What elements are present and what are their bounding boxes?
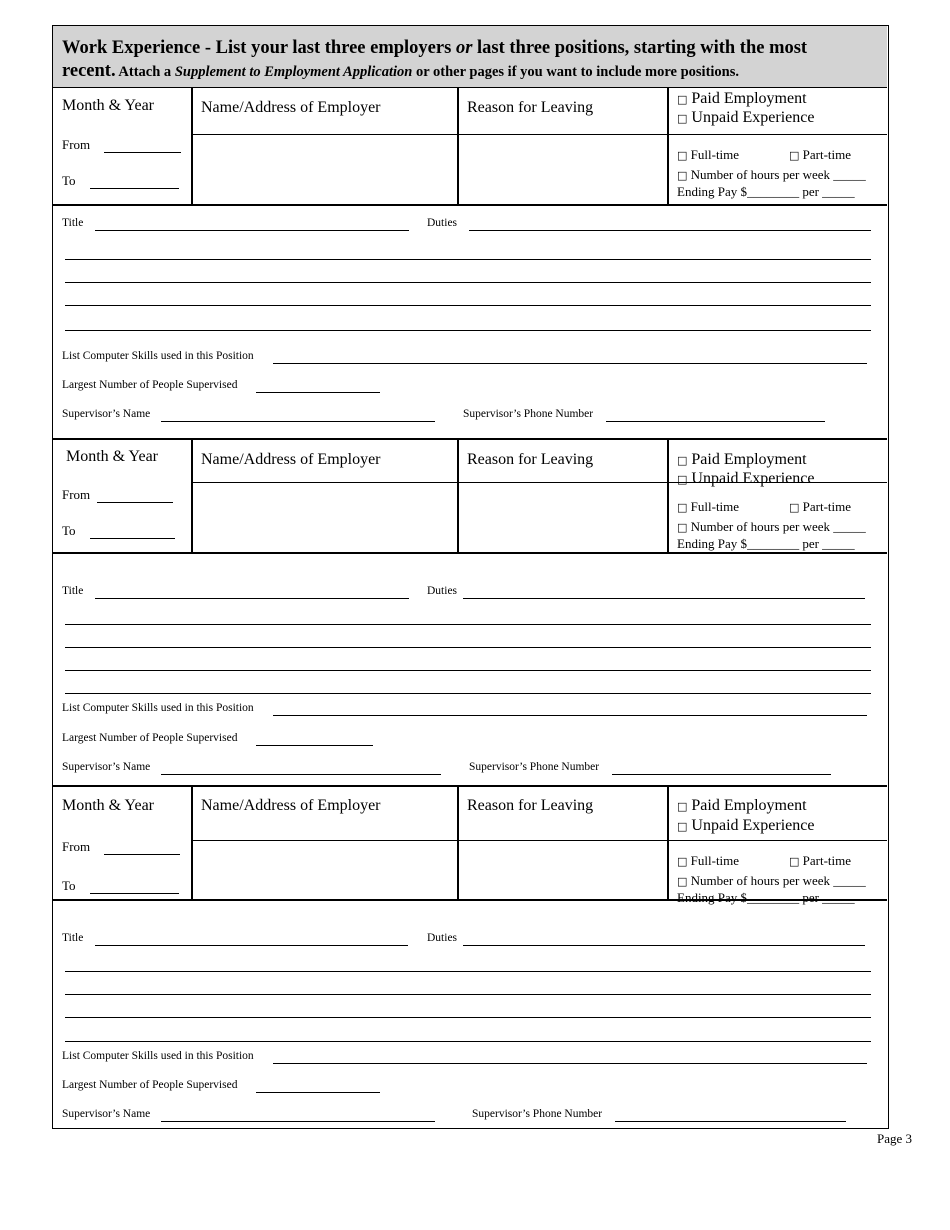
from-label: From [62,839,91,854]
header-line-2: recent. Attach a Supplement to Employment Application or other pages if you want to include more positions. [62,61,740,81]
part-time-option[interactable]: □ Part-time [789,499,852,514]
computer-skills-field[interactable] [273,363,867,364]
title-field[interactable] [95,945,408,946]
largest-supervised-field[interactable] [256,745,373,746]
title-field[interactable] [95,598,409,599]
ending-pay-field[interactable]: Ending Pay $________ per _____ [677,890,855,905]
supervisor-name-label: Supervisor’s Name [62,761,151,773]
employer-field[interactable] [193,484,455,552]
supervisor-name-field[interactable] [161,421,435,422]
reason-field[interactable] [459,842,665,899]
title-field[interactable] [95,230,409,231]
duties-line[interactable] [65,693,871,694]
employer-field[interactable] [193,136,455,204]
reason-field[interactable] [459,136,665,204]
computer-skills-field[interactable] [273,1063,867,1064]
to-label: To [62,523,76,538]
duties-label: Duties [427,217,458,229]
duties-line[interactable] [65,1017,871,1018]
to-label: To [62,173,76,188]
section-header [53,26,887,88]
reason-label: Reason for Leaving [467,451,594,468]
unpaid-experience-option[interactable]: □ Unpaid Experience [677,470,815,487]
computer-skills-label: List Computer Skills used in this Position [62,1050,254,1062]
reason-field[interactable] [459,484,665,552]
to-field[interactable] [90,893,179,894]
supervisor-phone-label: Supervisor’s Phone Number [472,1108,603,1120]
supervisor-phone-label: Supervisor’s Phone Number [469,761,600,773]
from-field[interactable] [104,854,180,855]
employer-label: Name/Address of Employer [201,451,381,468]
employer-label: Name/Address of Employer [201,797,381,814]
supervisor-name-label: Supervisor’s Name [62,408,151,420]
computer-skills-label: List Computer Skills used in this Position [62,350,254,362]
work-experience-form [52,25,889,1129]
ending-pay-field[interactable]: Ending Pay $________ per _____ [677,184,855,199]
duties-line[interactable] [65,624,871,625]
month-year-label: Month & Year [62,797,155,814]
to-field[interactable] [90,538,175,539]
unpaid-experience-option[interactable]: □ Unpaid Experience [677,109,815,126]
duties-field[interactable] [463,945,865,946]
title-label: Title [62,932,84,944]
duties-label: Duties [427,585,458,597]
hours-per-week-field[interactable]: □ Number of hours per week _____ [677,873,866,888]
month-year-label: Month & Year [62,97,155,114]
largest-supervised-label: Largest Number of People Supervised [62,379,238,391]
duties-line[interactable] [65,670,871,671]
paid-employment-option[interactable]: □ Paid Employment [677,90,807,107]
supervisor-phone-field[interactable] [606,421,825,422]
duties-line[interactable] [65,647,871,648]
reason-label: Reason for Leaving [467,797,594,814]
supervisor-phone-field[interactable] [615,1121,846,1122]
duties-label: Duties [427,932,458,944]
title-label: Title [62,217,84,229]
part-time-option[interactable]: □ Part-time [789,147,852,162]
from-label: From [62,137,91,152]
computer-skills-label: List Computer Skills used in this Position [62,702,254,714]
ending-pay-field[interactable]: Ending Pay $________ per _____ [677,536,855,551]
duties-line[interactable] [65,259,871,260]
employer-label: Name/Address of Employer [201,99,381,116]
full-time-option[interactable]: □ Full-time [677,853,740,868]
month-year-label: Month & Year [66,448,159,465]
supervisor-phone-field[interactable] [612,774,831,775]
duties-line[interactable] [65,305,871,306]
duties-line[interactable] [65,282,871,283]
page-number: Page 3 [877,1131,913,1146]
header-line-1: Work Experience - List your last three employers or last three positions, starting with the most [62,38,808,58]
full-time-option[interactable]: □ Full-time [677,147,740,162]
duties-line[interactable] [65,994,871,995]
computer-skills-field[interactable] [273,715,867,716]
supervisor-name-field[interactable] [161,1121,435,1122]
full-time-option[interactable]: □ Full-time [677,499,740,514]
supervisor-phone-label: Supervisor’s Phone Number [463,408,594,420]
employer-field[interactable] [193,842,455,899]
hours-per-week-field[interactable]: □ Number of hours per week _____ [677,167,866,182]
to-field[interactable] [90,188,179,189]
to-label: To [62,878,76,893]
unpaid-experience-option[interactable]: □ Unpaid Experience [677,817,815,834]
paid-employment-option[interactable]: □ Paid Employment [677,797,807,814]
duties-field[interactable] [463,598,865,599]
from-field[interactable] [104,152,181,153]
part-time-option[interactable]: □ Part-time [789,853,852,868]
duties-line[interactable] [65,330,871,331]
supervisor-name-label: Supervisor’s Name [62,1108,151,1120]
largest-supervised-label: Largest Number of People Supervised [62,1079,238,1091]
largest-supervised-field[interactable] [256,392,380,393]
largest-supervised-label: Largest Number of People Supervised [62,732,238,744]
reason-label: Reason for Leaving [467,99,594,116]
duties-field[interactable] [469,230,871,231]
paid-employment-option[interactable]: □ Paid Employment [677,451,807,468]
largest-supervised-field[interactable] [256,1092,380,1093]
title-label: Title [62,585,84,597]
supervisor-name-field[interactable] [161,774,441,775]
duties-line[interactable] [65,1041,871,1042]
from-field[interactable] [97,502,173,503]
hours-per-week-field[interactable]: □ Number of hours per week _____ [677,519,866,534]
from-label: From [62,487,91,502]
duties-line[interactable] [65,971,871,972]
